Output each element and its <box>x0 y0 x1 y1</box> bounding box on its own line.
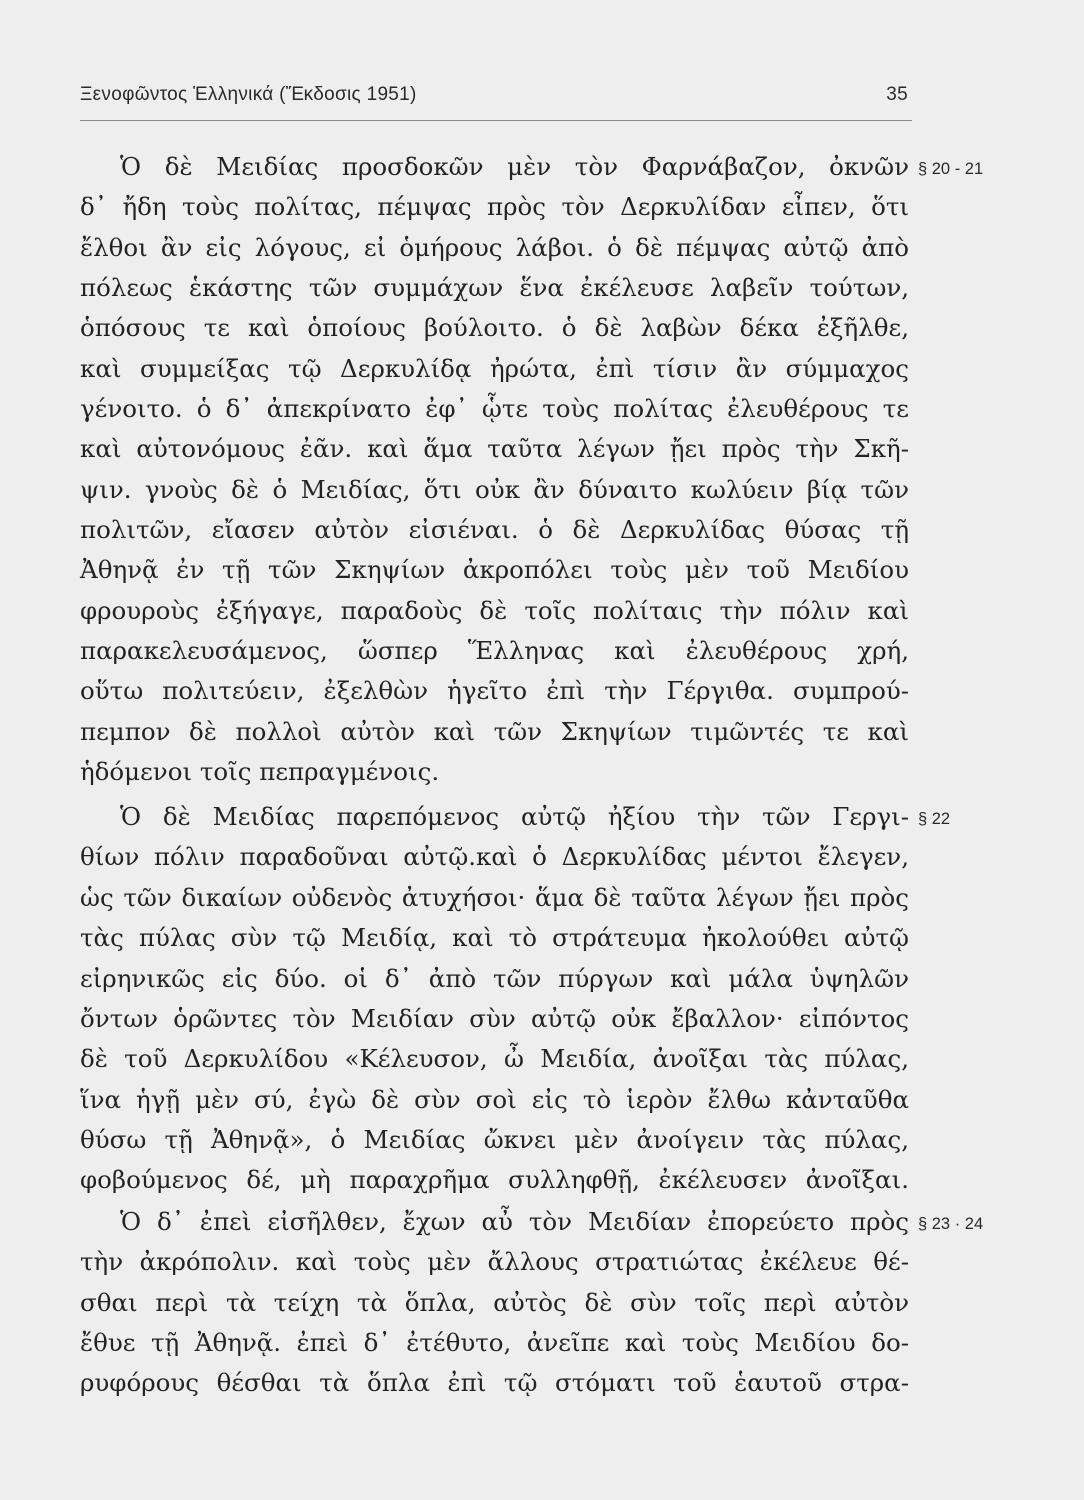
text-line: οὕτω πολιτεύειν, ἐξελθὼν ἡγεῖτο ἐπὶ τὴν Γέργιθα. συμπρού- <box>80 676 909 705</box>
text-line: Ὁ δ᾽ ἐπεὶ εἰσῆλθεν, ἔχων αὖ τὸν Μειδίαν ἐπορεύετο πρὸς <box>120 1207 909 1236</box>
text-line: ἔλθοι ἂν εἰς λόγους, εἰ ὁμήρους λάβοι. ὁ δὲ πέμψας αὐτῷ ἀπὸ <box>80 233 909 262</box>
text-line: ὁπόσους τε καὶ ὁποίους βούλοιτο. ὁ δὲ λαβὼν δέκα ἐξῆλθε, <box>80 313 909 342</box>
text-line: παρακελευσάμενος, ὥσπερ Ἕλληνας καὶ ἐλευθέρους χρή, <box>80 636 909 665</box>
text-line: ἔθυε τῇ Ἀθηνᾷ. ἐπεὶ δ᾽ ἐτέθυτο, ἀνεῖπε καὶ τοὺς Μειδίου δο- <box>80 1328 909 1357</box>
text-line: ἡδόμενοι τοῖς πεπραγμένοις. <box>80 757 440 786</box>
text-line: δ᾽ ἤδη τοὺς πολίτας, πέμψας πρὸς τὸν Δερκυλίδαν εἶπεν, ὅτι <box>80 192 909 221</box>
text-line: τὴν ἀκρόπολιν. καὶ τοὺς μὲν ἄλλους στρατιώτας ἐκέλευε θέ- <box>80 1247 909 1276</box>
text-line: καὶ συμμείξας τῷ Δερκυλίδᾳ ἠρώτα, ἐπὶ τίσιν ἂν σύμμαχος <box>80 354 909 383</box>
text-line: καὶ αὐτονόμους ἐᾶν. καὶ ἅμα ταῦτα λέγων ᾔει πρὸς τὴν Σκῆ- <box>80 434 909 463</box>
text-line: ρυφόρους θέσθαι τὰ ὅπλα ἐπὶ τῷ στόματι τοῦ ἑαυτοῦ στρα- <box>80 1368 909 1397</box>
margin-section-ref: § 20 - 21 <box>918 160 984 178</box>
text-line: ἵνα ἡγῇ μὲν σύ, ἐγὼ δὲ σὺν σοὶ εἰς τὸ ἱερὸν ἔλθω κἀνταῦθα <box>80 1085 909 1114</box>
text-line: πεμπον δὲ πολλοὶ αὐτὸν καὶ τῶν Σκηψίων τιμῶντές τε καὶ <box>80 717 909 746</box>
margin-section-ref: § 22 <box>918 810 951 828</box>
text-line: πολιτῶν, εἴασεν αὐτὸν εἰσιέναι. ὁ δὲ Δερκυλίδας θύσας τῇ <box>80 515 909 544</box>
text-line: φοβούμενος δέ, μὴ παραχρῆμα συλληφθῇ, ἐκέλευσεν ἀνοῖξαι. <box>80 1165 909 1194</box>
header-rule <box>80 120 912 121</box>
text-line: ὡς τῶν δικαίων οὐδενὸς ἀτυχήσοι· ἅμα δὲ ταῦτα λέγων ᾔει πρὸς <box>80 883 909 912</box>
text-line: Ἀθηνᾷ ἐν τῇ τῶν Σκηψίων ἀκροπόλει τοὺς μὲν τοῦ Μειδίου <box>80 555 909 584</box>
text-line: ψιν. γνοὺς δὲ ὁ Μειδίας, ὅτι οὐκ ἂν δύναιτο κωλύειν βίᾳ τῶν <box>80 475 909 504</box>
text-line: φρουροὺς ἐξήγαγε, παραδοὺς δὲ τοῖς πολίταις τὴν πόλιν καὶ <box>80 596 909 625</box>
text-line: γένοιτο. ὁ δ᾽ ἀπεκρίνατο ἐφ᾽ ᾧτε τοὺς πολίτας ἐλευθέρους τε <box>80 394 909 423</box>
text-line: Ὁ δὲ Μειδίας προσδοκῶν μὲν τὸν Φαρνάβαζον, ὀκνῶν <box>120 152 909 181</box>
margin-section-ref: § 23 · 24 <box>918 1215 984 1233</box>
text-line: εἰρηνικῶς εἰς δύο. οἱ δ᾽ ἀπὸ τῶν πύργων καὶ μάλα ὑψηλῶν <box>80 964 909 993</box>
text-line: ὄντων ὁρῶντες τὸν Μειδίαν σὺν αὐτῷ οὐκ ἔβαλλον· εἰπόντος <box>80 1004 909 1033</box>
text-line: Ὁ δὲ Μειδίας παρεπόμενος αὐτῷ ἠξίου τὴν τῶν Γεργι- <box>120 802 909 831</box>
text-line: θίων πόλιν παραδοῦναι αὐτῷ.καὶ ὁ Δερκυλίδας μέντοι ἔλεγεν, <box>80 842 909 871</box>
text-line: τὰς πύλας σὺν τῷ Μειδίᾳ, καὶ τὸ στράτευμα ἠκολούθει αὐτῷ <box>80 923 909 952</box>
running-header <box>80 84 908 114</box>
running-title: Ξενοφῶντος Ἑλληνικά (Ἔκδοσις 1951) <box>80 84 417 105</box>
text-line: πόλεως ἑκάστης τῶν συμμάχων ἕνα ἐκέλευσε λαβεῖν τούτων, <box>80 273 909 302</box>
text-line: δὲ τοῦ Δερκυλίδου «Κέλευσον, ὦ Μειδία, ἀνοῖξαι τὰς πύλας, <box>80 1044 909 1073</box>
text-line: θύσω τῇ Ἀθηνᾷ», ὁ Μειδίας ὤκνει μὲν ἀνοίγειν τὰς πύλας, <box>80 1125 909 1154</box>
page-number: 35 <box>886 84 908 105</box>
text-line: σθαι περὶ τὰ τείχη τὰ ὅπλα, αὐτὸς δὲ σὺν τοῖς περὶ αὐτὸν <box>80 1288 909 1317</box>
